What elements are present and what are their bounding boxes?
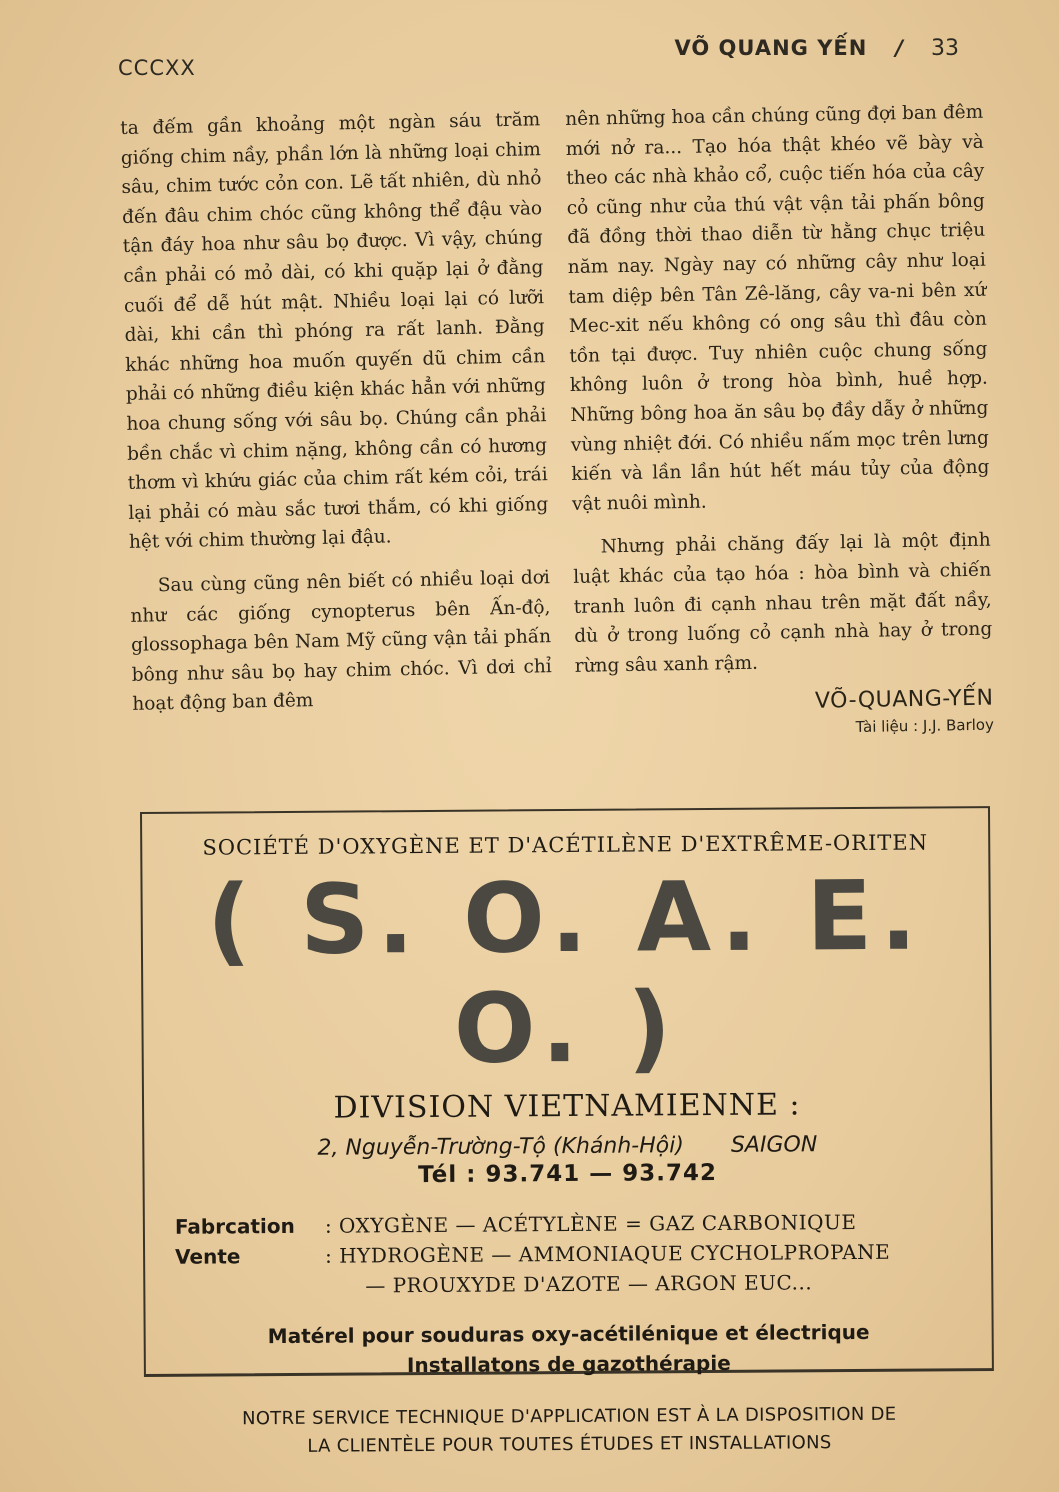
ad-address [144, 1131, 990, 1162]
ad-notice [146, 1400, 992, 1462]
advertisement-box [140, 806, 994, 1457]
ad-vente-label: Vente [175, 1244, 241, 1269]
article-paragraph: Sau cùng cũng nên biết có nhiều loại dơi như các giống cynopterus bên Ấn-độ, glossophaga bên Nam Mỹ cũng vận tải phấn bông như sâu bọ hay chim chóc. Vì dơi chỉ hoạt động ban đêm [130, 567, 552, 716]
ad-acronym: ( S. O. A. E. O. ) [206, 859, 925, 1085]
header-separator: / [895, 36, 903, 60]
article-column-left [120, 105, 553, 720]
ad-division: DIVISION VIETNAMIENNE : [333, 1087, 801, 1126]
running-head-left: CCCXX [118, 56, 196, 80]
ad-company-name: SOCIÉTÉ D'OXYGÈNE ET D'ACÉTILÈNE D'EXTRÊME-ORITEN [202, 830, 929, 860]
running-head-right [675, 36, 959, 61]
ad-vente-value: : HYDROGÈNE — AMMONIAQUE CYCHOLPROPANE [325, 1239, 891, 1268]
article-paragraph: ta đếm gần khoảng một ngàn sáu trăm giống chim nầy, phần lớn là những loại chim sâu, chim tước cỏn con. Lẽ tất nhiên, dù nhỏ đến đâu chim chóc cũng không thể đậu vào tận đáy hoa như sâu bọ được. Vì vậy, chúng cần phải có mỏ dài, có khi quặp lại ở đằng cuối để dễ hút mật. Nhiều loại lại có lưỡi dài, khi cần thì phóng ra rất lanh. Đằng khác những hoa muốn quyến dũ chim cần phải có những điều kiện khác hẳn với những hoa chung sống với sâu bọ. Chúng cần phải bền chắc vì chim nặng, không cần có hương thơm vì khứu giác của chim rất kém cỏi, trái lại phải có màu sắc tươi thắm, có khi giống hệt với chim thường lại đậu. [120, 109, 549, 554]
article-signature: VÕ-QUANG-YẾN [814, 685, 994, 715]
ad-fabrication-label: Fabrcation [174, 1213, 295, 1239]
ad-street: 2, Nguyễn-Trường-Tộ (Khánh-Hội) [317, 1133, 684, 1161]
ad-city: SAIGON [730, 1132, 818, 1158]
page-number: 33 [931, 36, 959, 61]
ad-fabrication-value: : OXYGÈNE — ACÉTYLÈNE = GAZ CARBONIQUE [324, 1210, 857, 1238]
article-paragraph: Nhưng phải chăng đấy lại là một định luật khác của tạo hóa : hòa bình và chiến tranh luôn đi cạnh nhau trên mặt đất nầy, dù ở trong luống cỏ cạnh nhà hay ở trong rừng sâu xanh rậm. [573, 529, 993, 677]
ad-products [145, 1206, 992, 1302]
ad-telephone: Tél : 93.741 — 93.742 [418, 1159, 718, 1189]
header-author: VÕ QUANG YẾN [674, 36, 868, 60]
article-source: Tài liệu : J.J. Barloy [855, 715, 995, 736]
ad-notice-line: NOTRE SERVICE TECHNIQUE D'APPLICATION EST À LA DISPOSITION DE [241, 1403, 897, 1430]
ad-notice-line: LA CLIENTÈLE POUR TOUTES ÉTUDES ET INSTALLATIONS [307, 1432, 832, 1457]
article-paragraph: nên những hoa cần chúng cũng đợi ban đêm mới nở ra... Tạo hóa thật khéo vẽ bày và theo các nhà khảo cổ, cuộc tiến hóa của cây cỏ cũng như của thú vật vận tải phấn bông đã đồng thời thao diễn từ hằng chục triệu năm nay. Ngày nay có những cây như loại tam diệp bên Tân Zê-lăng, cây va-ni bên xứ Mec-xit nếu không có ong sâu thì đâu còn tồn tại được. Tuy nhiên cuộc chung sống không luôn ở trong hòa bình, huề hợp. Những bông hoa ăn sâu bọ đầy dẫy ở những vùng nhiệt đới. Có nhiều nấm mọc trên lưng kiến và lần lần hút hết máu tủy của động vật nuôi mình. [565, 101, 990, 515]
ad-vente-value-cont: — PROUXYDE D'AZOTE — ARGON EUC... [365, 1270, 813, 1298]
ad-material-line: Matérel pour souduras oxy-acétilénique et électrique [267, 1319, 870, 1349]
article-column-right [565, 98, 994, 743]
ad-material [146, 1316, 992, 1382]
ad-material-line: Installatons de gazothérapie [406, 1350, 731, 1378]
